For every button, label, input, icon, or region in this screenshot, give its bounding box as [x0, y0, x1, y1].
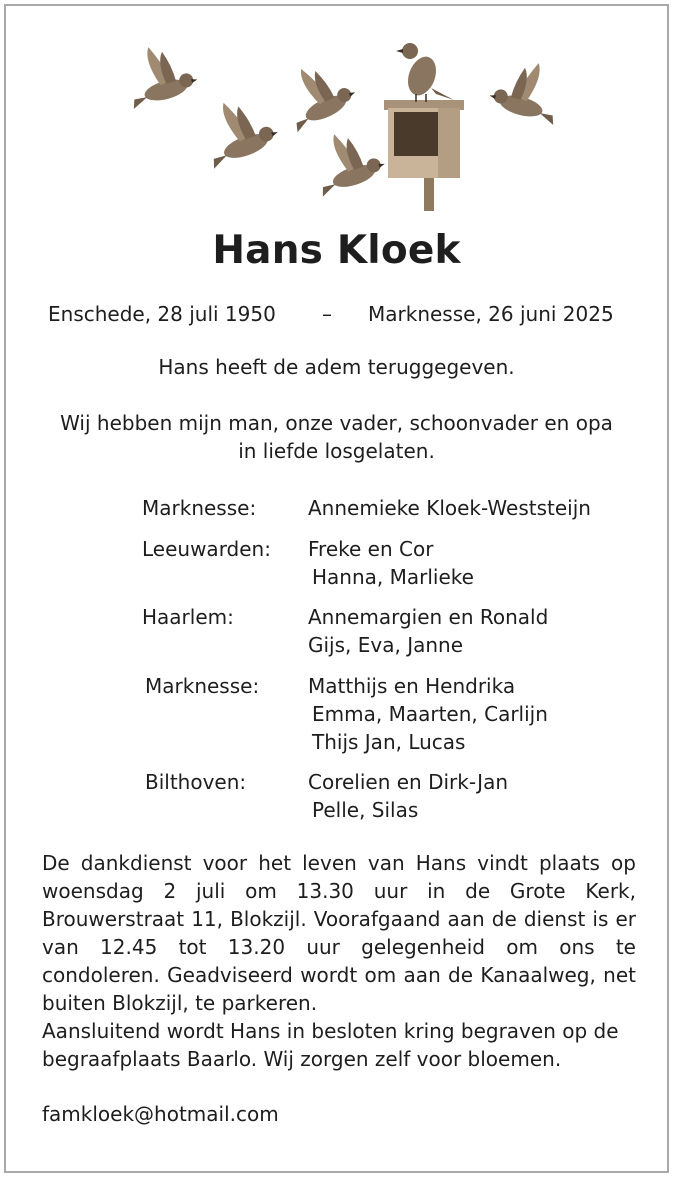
family-name-line: Freke en Cor — [308, 537, 434, 561]
family-names — [308, 672, 548, 756]
dates-separator: – — [322, 302, 332, 326]
family-name-line: Thijs Jan, Lucas — [312, 730, 466, 754]
family-names — [308, 603, 548, 659]
family-names — [308, 768, 508, 824]
flying-bird-2-icon — [194, 89, 282, 169]
deceased-name: Hans Kloek — [212, 228, 461, 273]
flying-bird-4-icon — [306, 122, 389, 197]
flying-bird-3-icon — [274, 52, 360, 132]
flying-bird-1-icon — [126, 37, 200, 109]
relatives-line-2: in liefde losgelaten. — [238, 439, 435, 463]
family-name-line: Matthijs en Hendrika — [308, 674, 516, 698]
opening-line: Hans heeft de adem teruggegeven. — [158, 355, 515, 379]
death-date: Marknesse, 26 juni 2025 — [368, 302, 614, 326]
family-place: Bilthoven: — [145, 770, 247, 794]
family-name-line: Gijs, Eva, Janne — [308, 633, 463, 657]
family-name-line: Annemieke Kloek-Weststeijn — [308, 496, 591, 520]
family-names — [308, 535, 474, 591]
family-place: Leeuwarden: — [142, 537, 271, 561]
family-name-line: Hanna, Marlieke — [312, 565, 474, 589]
family-place: Marknesse: — [145, 674, 260, 698]
perched-bird-icon — [396, 43, 454, 102]
birdhouse-icon — [384, 100, 464, 211]
birth-date: Enschede, 28 juli 1950 — [48, 302, 276, 326]
family-place: Marknesse: — [142, 496, 257, 520]
contact-email: famkloek@hotmail.com — [42, 1102, 279, 1126]
birds-birdhouse-illustration — [126, 28, 566, 213]
death-notice-card — [4, 4, 669, 1173]
family-name-line: Corelien en Dirk-Jan — [308, 770, 508, 794]
service-paragraph: De dankdienst voor het leven van Hans vindt plaats op woensdag 2 juli om 13.30 uur in de Grote Kerk, Brouwerstraat 11, Blokzijl. Voorafgaand aan de dienst is er van 12.45 tot 13.20 uur gelegenheid om ons te condoleren. Geadviseerd wordt om aan de Kanaalweg, net buiten Blokzijl, te parkeren. — [42, 851, 636, 1015]
flying-bird-5-icon — [487, 53, 566, 125]
family-name-line: Pelle, Silas — [312, 798, 419, 822]
family-name-line: Emma, Maarten, Carlijn — [312, 702, 548, 726]
family-name-line: Annemargien en Ronald — [308, 605, 549, 629]
relatives-line-1: Wij hebben mijn man, onze vader, schoonvader en opa — [60, 411, 613, 435]
family-names — [308, 494, 591, 522]
family-place: Haarlem: — [142, 605, 234, 629]
burial-paragraph: Aansluitend wordt Hans in besloten kring begraven op de begraafplaats Baarlo. Wij zorgen zelf voor bloemen. — [42, 1019, 619, 1071]
